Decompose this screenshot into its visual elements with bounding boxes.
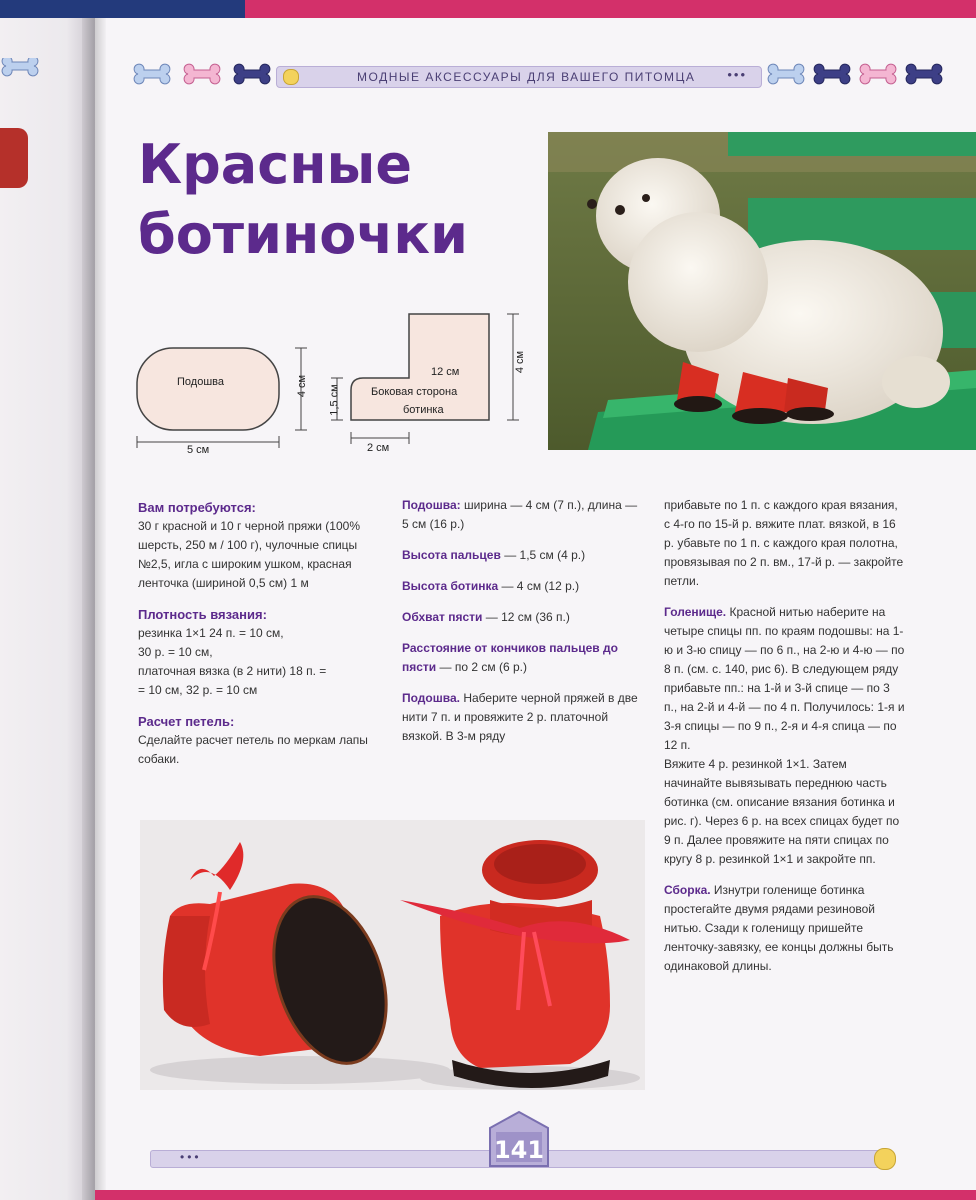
side-bottom-label: 2 см	[367, 442, 390, 454]
density-line-2: 30 р. = 10 см,	[138, 645, 213, 659]
distance-text: — по 2 см (6 р.)	[436, 660, 527, 674]
title-line-2: ботиночки	[138, 203, 468, 266]
materials-heading: Вам потребуются:	[138, 500, 256, 515]
side-top-label: 12 см	[431, 366, 460, 378]
girth-heading: Обхват пясти	[402, 610, 483, 624]
sole-height-label: 4 см	[296, 374, 309, 398]
column-1	[138, 498, 370, 781]
sole-label: Подошва	[177, 376, 224, 388]
page-title	[138, 130, 468, 270]
side-label-1: Боковая сторона	[371, 386, 458, 398]
sole-size-text: ширина — 4 см (7 п.), длина — 5 см (16 р.)	[402, 498, 638, 531]
top-strip-pink	[245, 0, 976, 18]
sole-continued-text: прибавьте по 1 п. с каждого края вязания, с 4-го по 15-й р. вяжите плат. вязкой, в 16 р. убавьте по 1 п. с каждого края полотна, провязывая по 2 п. вм., 17-й р. — закройте петли.	[664, 498, 904, 588]
distance-heading: Расстояние от кончиков пальцев до пясти	[402, 641, 618, 674]
calc-heading: Расчет петель:	[138, 714, 235, 729]
left-page-photo-fragment	[0, 128, 28, 188]
page-number: 141	[493, 1136, 545, 1164]
left-page-edge	[0, 18, 95, 1200]
ruler-end-cap-icon	[874, 1148, 896, 1170]
dog-photo	[548, 132, 976, 450]
girth-text: — 12 см (36 п.)	[482, 610, 570, 624]
assembly-heading: Сборка.	[664, 883, 711, 897]
shaft-text: Красной нитью наберите на четыре спицы пп. по краям подошвы: на 1-ю и 3-ю спицу — по 6 п., на 2-ю и 4-ю — по 8 п. (см. с. 140, рис 6). В следующем ряду прибавьте пп.: на 1-й и 3-й спице — по 3 п., на 2-й и 4-й — по 4 п. Получилось: 1-я и 3-я спицы — по 9 п., 2-я и 4-я спица — по 12 п.	[664, 605, 905, 752]
sole-knitting-heading: Подошва.	[402, 691, 460, 705]
calc-text: Сделайте расчет петель по меркам лапы собаки.	[138, 733, 368, 766]
density-line-3: платочная вязка (в 2 нити) 18 п. =	[138, 664, 327, 678]
shaft-heading: Голенище.	[664, 605, 727, 619]
density-heading: Плотность вязания:	[138, 607, 267, 622]
boot-height-heading: Высота ботинка	[402, 579, 499, 593]
ruler-end-cap-icon	[283, 69, 299, 85]
toes-height-text: — 1,5 см (4 р.)	[500, 548, 586, 562]
bone-icon	[0, 58, 40, 84]
boot-height-text: — 4 см (12 р.)	[498, 579, 580, 593]
sole-size-heading: Подошва:	[402, 498, 461, 512]
materials-text: 30 г красной и 10 г черной пряжи (100% шерсть, 250 м / 100 г), чулочные спицы №2,5, игла с широким ушком, красная ленточка (шириной 0,5 см) 1 м	[138, 519, 360, 590]
header-dots: •••	[727, 67, 747, 82]
book-gutter	[82, 18, 106, 1200]
running-header-band	[276, 66, 762, 88]
title-line-1: Красные	[138, 133, 413, 196]
running-title: МОДНЫЕ АКСЕССУАРЫ ДЛЯ ВАШЕГО ПИТОМЦА	[357, 70, 696, 84]
bones-left-icon	[130, 60, 280, 90]
top-color-strip	[0, 0, 976, 18]
density-line-4: = 10 см, 32 р. = 10 см	[138, 683, 258, 697]
pattern-diagram	[125, 310, 545, 470]
density-line-1: резинка 1×1 24 п. = 10 см,	[138, 626, 284, 640]
column-2	[402, 496, 642, 758]
sole-width-label: 5 см	[187, 444, 210, 456]
assembly-text: Изнутри голенище ботинка простегайте двумя рядами резиновой нитью. Сзади к голенищу пришейте ленточку-завязку, ее концы должны быть одинаковой длины.	[664, 883, 894, 973]
side-height-label: 4 см	[514, 350, 527, 374]
side-step-label: 1,5 см	[328, 384, 341, 416]
bones-right-icon	[764, 60, 954, 90]
side-label-2: ботинка	[403, 404, 444, 416]
bottom-ruler-dots: •••	[180, 1150, 202, 1164]
toes-height-heading: Высота пальцев	[402, 548, 501, 562]
bottom-color-strip	[95, 1190, 976, 1200]
shaft-text-2: Вяжите 4 р. резинкой 1×1. Затем начинайте вывязывать переднюю часть ботинка (см. описание вязания ботинка и рис. г). Через 6 р. на всех спицах будет по 9 п. Далее провяжите на пяти спицах по кругу 8 р. резинкой 1×1 и закройте пп.	[664, 757, 900, 866]
boots-photo	[140, 820, 645, 1090]
column-3	[664, 496, 906, 988]
top-strip-navy	[0, 0, 245, 18]
sole-knitting-text: Наберите черной пряжей в две нити 7 п. и провяжите 2 р. платочной вязкой. В 3-м ряду	[402, 691, 638, 743]
